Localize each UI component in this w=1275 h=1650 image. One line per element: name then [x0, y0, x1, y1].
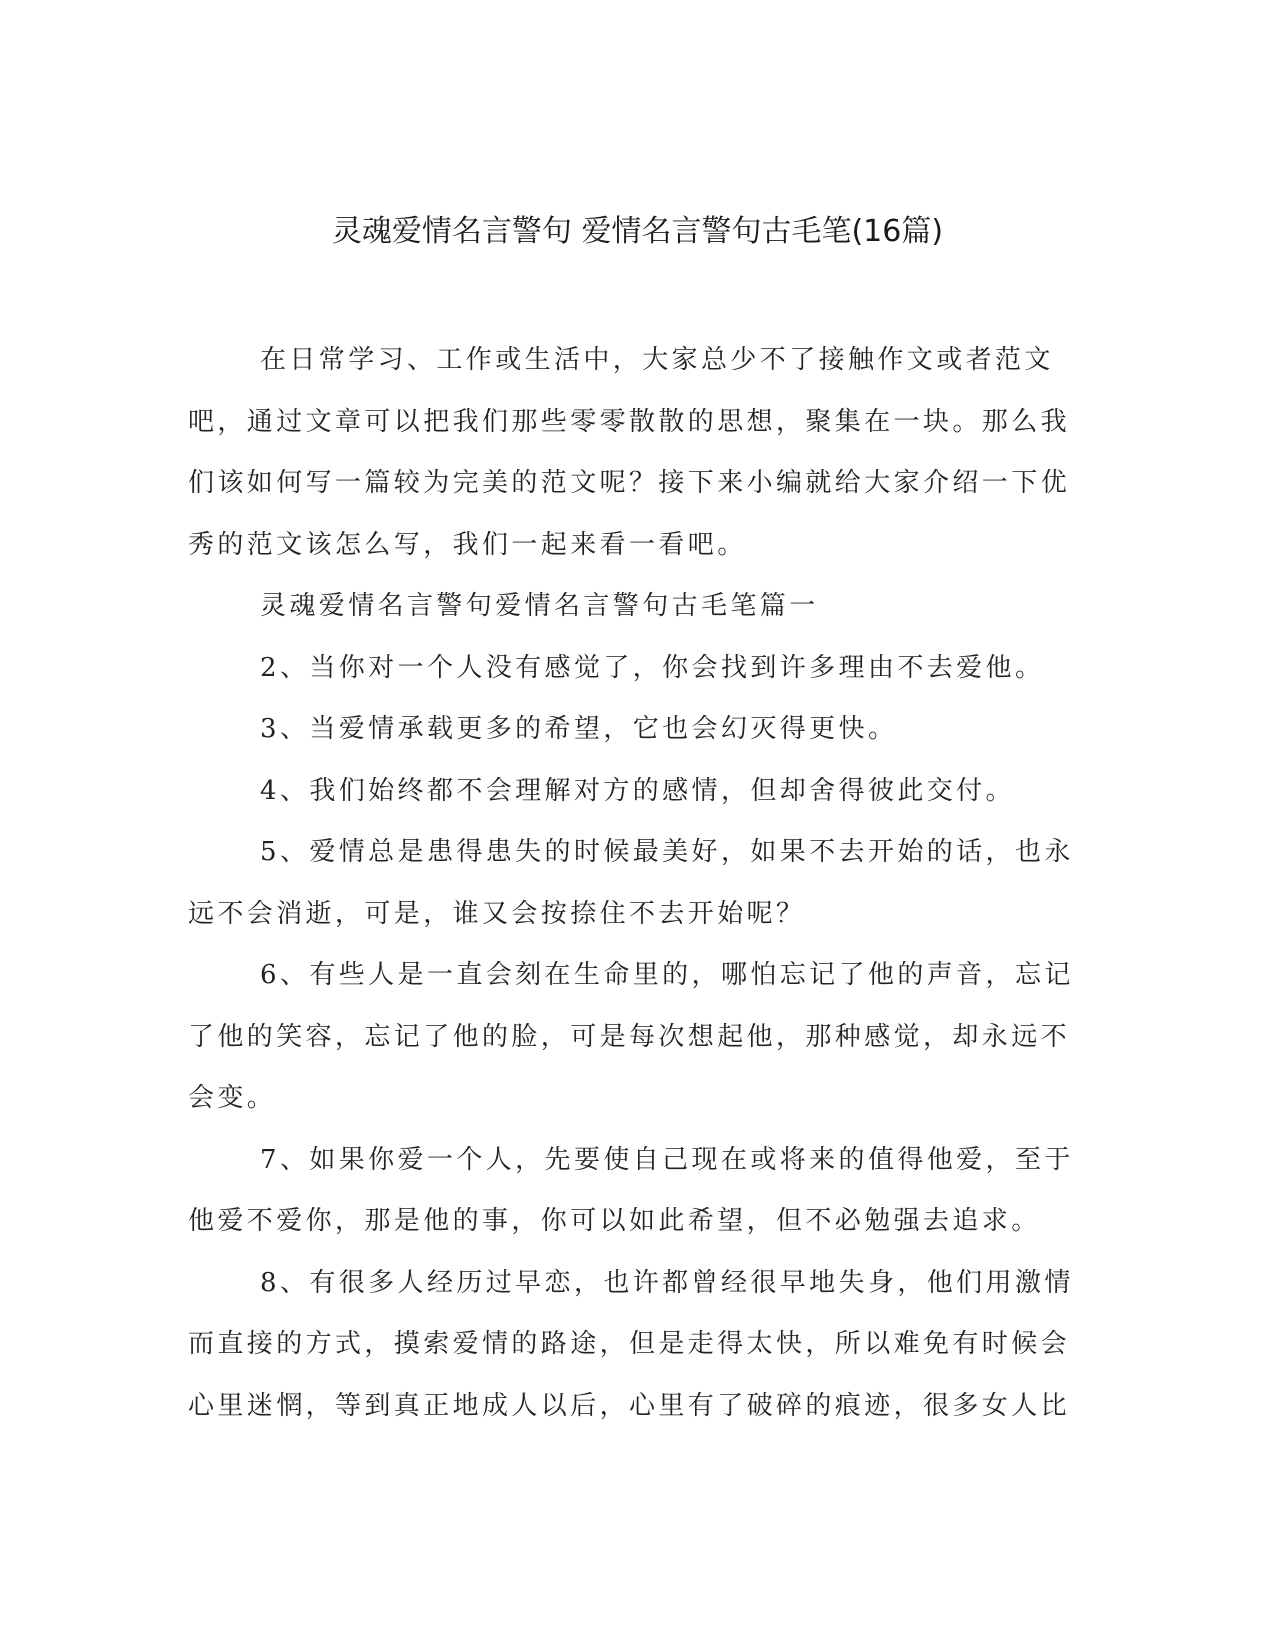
- paragraph-quote-8: 8、有很多人经历过早恋，也许都曾经很早地失身，他们用激情而直接的方式，摸索爱情的路途，但是走得太快，所以难免有时候会心里迷惘，等到真正地成人以后，心里有了破碎的痕迹，很多女人比: [188, 1267, 1074, 1421]
- paragraph-quote-4: 4、我们始终都不会理解对方的感情，但却舍得彼此交付。: [260, 775, 1015, 806]
- paragraph-intro: 在日常学习、工作或生活中，大家总少不了接触作文或者范文吧，通过文章可以把我们那些零零散散的思想，聚集在一块。那么我们该如何写一篇较为完美的范文呢？接下来小编就给大家介绍一下优秀的范文该怎么写，我们一起来看一看吧。: [188, 345, 1071, 560]
- document-body: [188, 330, 1080, 1437]
- paragraph-quote-2: 2、当你对一个人没有感觉了，你会找到许多理由不去爱他。: [260, 652, 1045, 683]
- paragraph-quote-6: 6、有些人是一直会刻在生命里的，哪怕忘记了他的声音，忘记了他的笑容，忘记了他的脸，可是每次想起他，那种感觉，却永远不会变。: [188, 960, 1074, 1113]
- paragraph-quote-5: 5、爱情总是患得患失的时候最美好，如果不去开始的话，也永远不会消逝，可是，谁又会按捺住不去开始呢？: [188, 837, 1074, 929]
- paragraph-quote-3: 3、当爱情承载更多的希望，它也会幻灭得更快。: [260, 714, 898, 744]
- paragraph-section-heading: 灵魂爱情名言警句爱情名言警句古毛笔篇一: [260, 591, 819, 621]
- document-title: 灵魂爱情名言警句 爱情名言警句古毛笔(16篇): [331, 214, 944, 249]
- paragraph-quote-7: 7、如果你爱一个人，先要使自己现在或将来的值得他爱，至于他爱不爱你，那是他的事，你可以如此希望，但不必勉强去追求。: [188, 1144, 1074, 1236]
